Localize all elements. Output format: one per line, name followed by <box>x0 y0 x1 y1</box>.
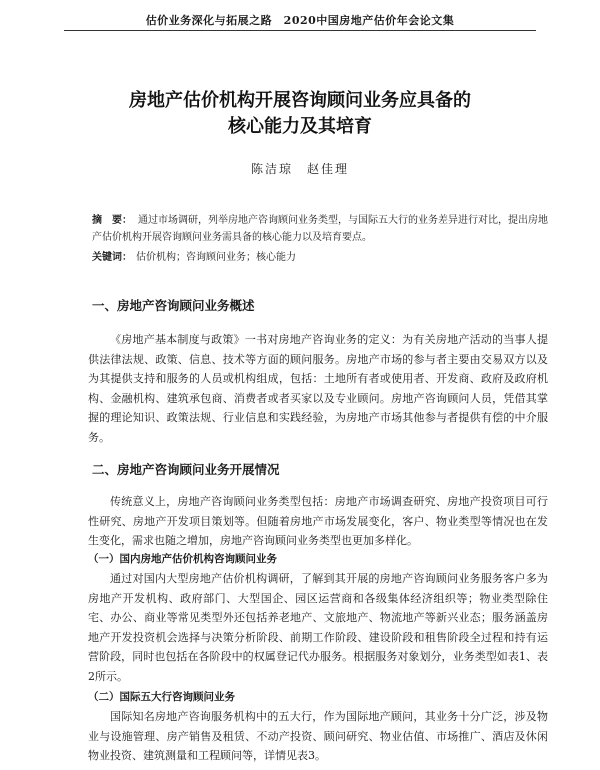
subsection-2-heading: （二）国际五大行咨询顾问业务 <box>88 691 235 703</box>
title-line-1: 房地产估价机构开展咨询顾问业务应具备的 <box>129 90 471 111</box>
keywords-label: 关键词： <box>92 252 132 263</box>
running-header <box>0 0 600 32</box>
abstract-label: 摘 要： <box>92 215 132 226</box>
article-title <box>0 88 600 140</box>
running-header-text: 估价业务深化与拓展之路 2020中国房地产估价年会论文集 <box>145 14 455 27</box>
authors: 陈洁琼 赵佳理 <box>250 162 349 176</box>
subsection-1-paragraph: 通过对国内大型房地产估价机构调研，了解到其开展的房地产咨询顾问业务服务客户多为房地产开发机构、政府部门、大型国企、园区运营商和各级集体经济组织等；物业类型除住宅、办公、商业等常见类型外还包括养老地产、文旅地产、物流地产等新兴业态；服务涵盖房地产开发投资机会选择与决策分析阶段、前期工作阶段、建设阶段和租售阶段全过程和持有运营阶段，同时也包括在各阶段中的权属登记代办服务。根据服务对象划分，业务类型如表1、表2所示。 <box>88 572 548 683</box>
keywords <box>92 249 552 266</box>
abstract-text: 通过市场调研，列举房地产咨询顾问业务类型，与国际五大行的业务差异进行对比，提出房地产估价机构开展咨询顾问业务需具备的核心能力以及培育要点。 <box>92 215 548 243</box>
section-2-heading: 二、房地产咨询顾问业务开展情况 <box>92 462 280 477</box>
keywords-text: 估价机构；咨询顾问业务；核心能力 <box>136 252 296 263</box>
section-1-heading: 一、房地产咨询顾问业务概述 <box>92 298 255 313</box>
abstract <box>92 212 552 246</box>
section-2-paragraph: 传统意义上，房地产咨询顾问业务类型包括：房地产市场调查研究、房地产投资项目可行性研究、房地产开发项目策划等。但随着房地产市场发展变化，客户、物业类型等情况也在发生变化，需求也随之增加，房地产咨询顾问业务类型也更加多样化。 <box>88 495 548 548</box>
section-1-paragraph: 《房地产基本制度与政策》一书对房地产咨询业务的定义：为有关房地产活动的当事人提供法律法规、政策、信息、技术等方面的顾问服务。房地产市场的参与者主要由交易双方以及为其提供支持和服务的人员或机构组成，包括：土地所有者或使用者、开发商、政府及政府机构、金融机构、建筑承包商、消费者或者买家以及专业顾问。房地产咨询顾问人员，凭借其掌握的理论知识、政策法规、行业信息和实践经验，为房地产市场其他参与者提供有偿的中介服务。 <box>88 333 548 444</box>
header-rule <box>64 30 536 31</box>
subsection-1-heading: （一）国内房地产估价机构咨询顾问业务 <box>88 553 277 565</box>
subsection-2-paragraph: 国际知名房地产咨询服务机构中的五大行，作为国际地产顾问，其业务十分广泛，涉及物业与设施管理、房产销售及租赁、不动产投资、顾问研究、物业估值、市场推广、酒店及休闲物业投资、建筑测量和工程顾问等，详情见表3。 <box>88 710 548 763</box>
title-line-2: 核心能力及其培育 <box>228 116 372 137</box>
